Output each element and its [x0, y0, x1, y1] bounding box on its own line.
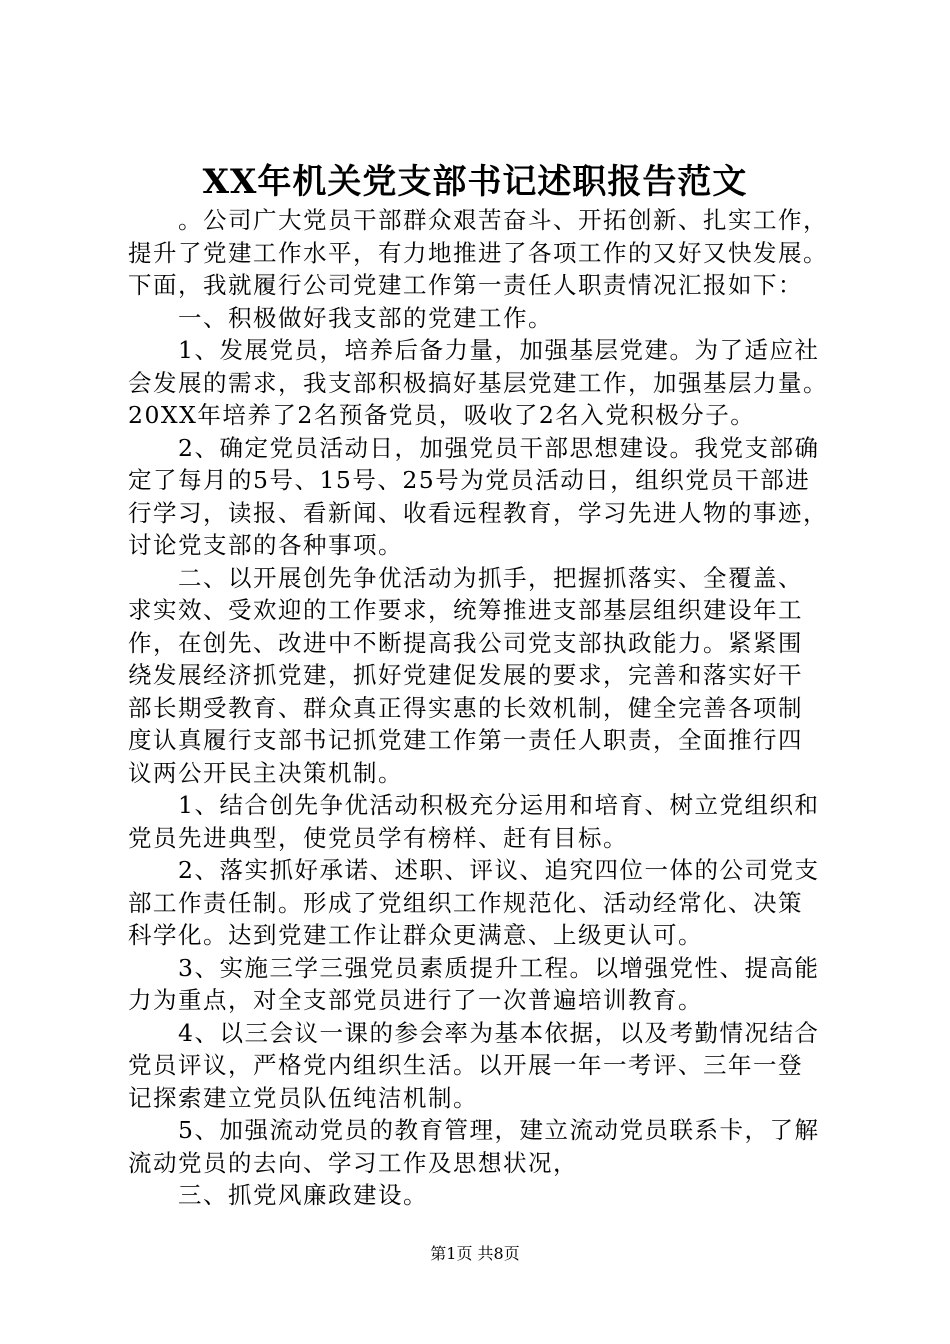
body-line: 议两公开民主决策机制。	[128, 758, 403, 787]
body-line: 。公司广大党员干部群众艰苦奋斗、开拓创新、扎实工作，	[128, 206, 828, 234]
page-number-footer: 第1页 共8页	[430, 1244, 520, 1263]
document-title: XX年机关党支部书记述职报告范文	[202, 162, 748, 202]
body-line: 1、结合创先争优活动积极充分运用和培育、树立党组织和	[128, 791, 820, 819]
body-line: 绕发展经济抓党建，抓好党建促发展的要求，完善和落实好干	[128, 661, 803, 689]
body-line: 3、实施三学三强党员素质提升工程。以增强党性、提高能	[128, 953, 820, 982]
body-line: 行学习，读报、看新闻、收看远程教育，学习先进人物的事迹，	[128, 498, 828, 527]
body-line: 求实效、受欢迎的工作要求，统筹推进支部基层组织建设年工	[128, 596, 803, 624]
body-line: 部长期受教育、群众真正得实惠的长效机制，健全完善各项制	[128, 693, 803, 722]
section-heading: 一、积极做好我支部的党建工作。	[128, 303, 553, 332]
body-line: 流动党员的去向、学习工作及思想状况，	[128, 1148, 578, 1177]
body-line: 下面，我就履行公司党建工作第一责任人职责情况汇报如下：	[128, 271, 803, 299]
body-line: 讨论党支部的各种事项。	[128, 531, 403, 559]
section-heading: 二、以开展创先争优活动为抓手，把握抓落实、全覆盖、	[128, 563, 803, 592]
body-line: 党员先进典型，使党员学有榜样、赶有目标。	[128, 823, 628, 852]
body-line: 1、发展党员，培养后备力量，加强基层党建。为了适应社	[128, 336, 820, 364]
body-line: 2、落实抓好承诺、述职、评议、追究四位一体的公司党支	[128, 856, 820, 884]
section-heading: 三、抓党风廉政建设。	[128, 1181, 428, 1209]
body-line: 部工作责任制。形成了党组织工作规范化、活动经常化、决策	[128, 888, 803, 917]
body-line: 定了每月的5号、15号、25号为党员活动日，组织党员干部进	[128, 466, 811, 494]
body-line: 作，在创先、改进中不断提高我公司党支部执政能力。紧紧围	[128, 628, 803, 657]
body-line: 度认真履行支部书记抓党建工作第一责任人职责，全面推行四	[128, 726, 803, 754]
body-line: 会发展的需求，我支部积极搞好基层党建工作，加强基层力量。	[128, 368, 828, 397]
body-line: 提升了党建工作水平，有力地推进了各项工作的又好又快发展。	[128, 238, 828, 267]
body-line: 20XX年培养了2名预备党员，吸收了2名入党积极分子。	[128, 401, 756, 429]
body-line: 5、加强流动党员的教育管理，建立流动党员联系卡，了解	[128, 1116, 820, 1144]
body-line: 力为重点，对全支部党员进行了一次普遍培训教育。	[128, 986, 703, 1014]
body-line: 记探索建立党员队伍纯洁机制。	[128, 1083, 478, 1112]
document-body	[128, 204, 838, 1212]
body-line: 4、以三会议一课的参会率为基本依据，以及考勤情况结合	[128, 1018, 820, 1047]
body-line: 科学化。达到党建工作让群众更满意、上级更认可。	[128, 921, 703, 949]
body-line: 2、确定党员活动日，加强党员干部思想建设。我党支部确	[128, 433, 820, 462]
body-line: 党员评议，严格党内组织生活。以开展一年一考评、三年一登	[128, 1051, 803, 1079]
